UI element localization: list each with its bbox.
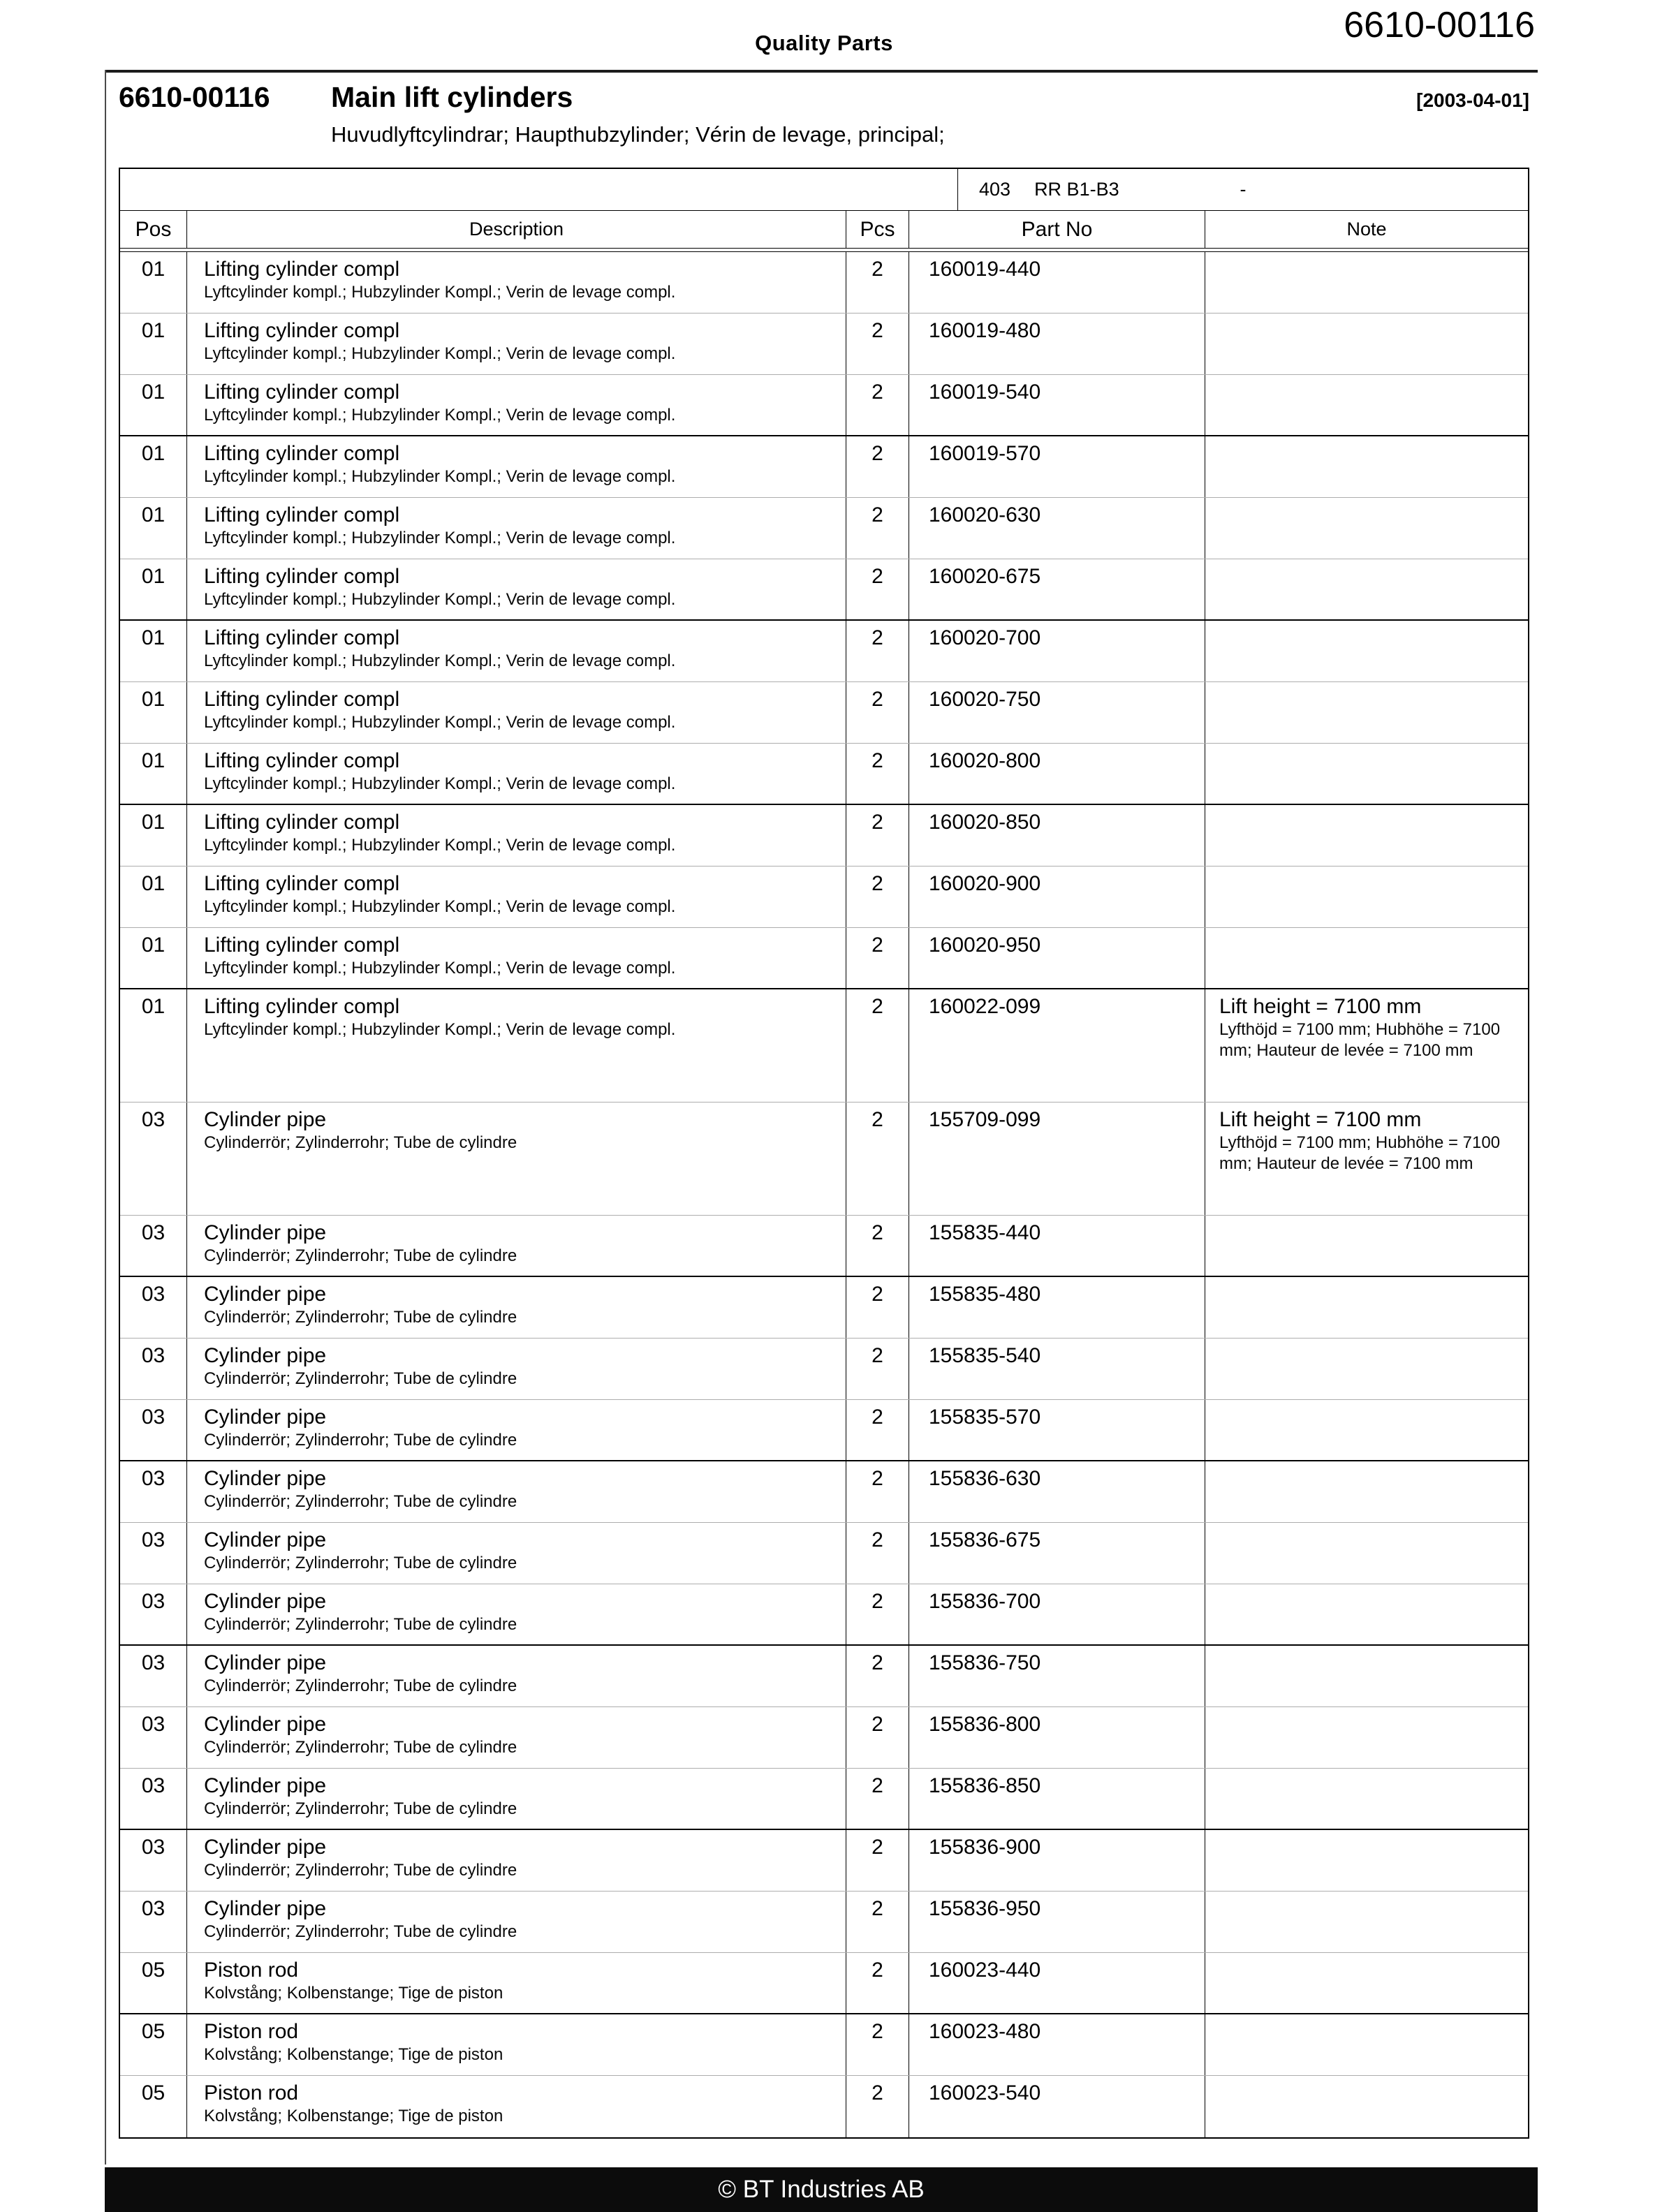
row-part-no: 160019-480 [909, 314, 1205, 374]
document-number: 6610-00116 [1344, 5, 1535, 45]
row-description [187, 1646, 846, 1706]
table-row [120, 2014, 1528, 2076]
row-pos: 01 [120, 252, 187, 313]
row-pcs: 2 [846, 375, 909, 435]
row-part-no: 160020-950 [909, 928, 1205, 988]
column-header-pcs: Pcs [846, 211, 909, 248]
note-main: Lift height = 7100 mm [1219, 1108, 1422, 1131]
row-pcs: 2 [846, 1461, 909, 1522]
row-note [1205, 1707, 1528, 1768]
row-pos: 05 [120, 2014, 187, 2075]
description-sub: Lyftcylinder kompl.; Hubzylinder Kompl.; Verin de levage compl. [204, 529, 676, 547]
table-row [120, 1216, 1528, 1277]
description-main: Cylinder pipe [204, 1713, 327, 1736]
description-sub: Cylinderrör; Zylinderrohr; Tube de cylindre [204, 1615, 517, 1634]
table-row [120, 1953, 1528, 2014]
row-description [187, 1103, 846, 1215]
row-part-no: 160023-440 [909, 1953, 1205, 2013]
description-main: Cylinder pipe [204, 1283, 327, 1306]
row-part-no: 160019-440 [909, 252, 1205, 313]
description-main: Cylinder pipe [204, 1406, 327, 1429]
section-number: 6610-00116 [119, 81, 270, 113]
row-description [187, 1892, 846, 1952]
table-row [120, 1769, 1528, 1830]
row-note [1205, 621, 1528, 681]
table-row [120, 1103, 1528, 1216]
row-pcs: 2 [846, 1400, 909, 1460]
description-sub: Lyftcylinder kompl.; Hubzylinder Kompl.; Verin de levage compl. [204, 467, 676, 486]
description-main: Lifting cylinder compl [204, 934, 400, 957]
row-pcs: 2 [846, 314, 909, 374]
row-note [1205, 252, 1528, 313]
row-pos: 03 [120, 1584, 187, 1644]
table-row [120, 314, 1528, 375]
row-pos: 03 [120, 1461, 187, 1522]
description-sub: Lyftcylinder kompl.; Hubzylinder Kompl.; Verin de levage compl. [204, 283, 676, 302]
description-main: Cylinder pipe [204, 1836, 327, 1859]
row-part-no: 160022-099 [909, 989, 1205, 1102]
row-part-no: 155836-900 [909, 1830, 1205, 1891]
note-sub: Lyfthöjd = 7100 mm; Hubhöhe = 7100 mm; Hauteur de levée = 7100 mm [1219, 1133, 1501, 1173]
table-row [120, 744, 1528, 805]
row-pcs: 2 [846, 1103, 909, 1215]
row-part-no: 155836-950 [909, 1892, 1205, 1952]
description-main: Cylinder pipe [204, 1344, 327, 1367]
row-pos: 03 [120, 1646, 187, 1706]
row-note [1205, 744, 1528, 804]
table-row [120, 989, 1528, 1103]
row-note [1205, 1646, 1528, 1706]
table-row [120, 1646, 1528, 1707]
model-header-row [120, 169, 1528, 211]
row-note [1205, 1584, 1528, 1644]
description-sub: Lyftcylinder kompl.; Hubzylinder Kompl.; Verin de levage compl. [204, 651, 676, 670]
row-pos: 01 [120, 375, 187, 435]
description-main: Lifting cylinder compl [204, 503, 400, 526]
page-title: Main lift cylinders [331, 81, 573, 113]
row-pos: 03 [120, 1892, 187, 1952]
row-pcs: 2 [846, 1277, 909, 1338]
footer-bar [105, 2167, 1538, 2212]
row-description [187, 1830, 846, 1891]
row-part-no: 160020-630 [909, 498, 1205, 559]
description-sub: Lyftcylinder kompl.; Hubzylinder Kompl.; Verin de levage compl. [204, 344, 676, 363]
table-row [120, 1892, 1528, 1953]
description-main: Lifting cylinder compl [204, 258, 400, 281]
row-part-no: 155836-750 [909, 1646, 1205, 1706]
description-sub: Lyftcylinder kompl.; Hubzylinder Kompl.; Verin de levage compl. [204, 959, 676, 978]
description-main: Cylinder pipe [204, 1467, 327, 1490]
description-sub: Cylinderrör; Zylinderrohr; Tube de cylindre [204, 1492, 517, 1511]
row-pos: 01 [120, 805, 187, 866]
row-part-no: 160023-480 [909, 2014, 1205, 2075]
description-main: Piston rod [204, 2081, 299, 2104]
row-description [187, 805, 846, 866]
row-pos: 01 [120, 498, 187, 559]
description-sub: Cylinderrör; Zylinderrohr; Tube de cylindre [204, 1133, 517, 1152]
row-note [1205, 682, 1528, 743]
row-description [187, 1584, 846, 1644]
row-pcs: 2 [846, 744, 909, 804]
description-main: Lifting cylinder compl [204, 688, 400, 711]
description-main: Lifting cylinder compl [204, 319, 400, 342]
row-part-no: 160019-540 [909, 375, 1205, 435]
row-pos: 03 [120, 1769, 187, 1829]
row-note [1205, 1953, 1528, 2013]
row-part-no: 160020-800 [909, 744, 1205, 804]
description-sub: Kolvstång; Kolbenstange; Tige de piston [204, 2107, 503, 2125]
row-pos: 01 [120, 867, 187, 927]
description-main: Cylinder pipe [204, 1590, 327, 1613]
row-description [187, 252, 846, 313]
footer-copyright: © BT Industries AB [718, 2176, 925, 2203]
row-note [1205, 867, 1528, 927]
row-description [187, 559, 846, 619]
table-row [120, 498, 1528, 559]
row-description [187, 1339, 846, 1399]
description-main: Piston rod [204, 2020, 299, 2043]
description-main: Lifting cylinder compl [204, 626, 400, 649]
row-pos: 01 [120, 744, 187, 804]
description-sub: Lyftcylinder kompl.; Hubzylinder Kompl.; Verin de levage compl. [204, 836, 676, 855]
row-part-no: 160020-750 [909, 682, 1205, 743]
row-pos: 01 [120, 682, 187, 743]
row-note [1205, 1461, 1528, 1522]
table-body [120, 252, 1528, 2137]
table-row [120, 805, 1528, 867]
column-header-description: Description [187, 211, 846, 248]
description-main: Lifting cylinder compl [204, 381, 400, 404]
table-row [120, 252, 1528, 314]
row-part-no: 155709-099 [909, 1103, 1205, 1215]
row-pcs: 2 [846, 1953, 909, 2013]
row-note [1205, 928, 1528, 988]
row-pos: 01 [120, 928, 187, 988]
description-main: Lifting cylinder compl [204, 872, 400, 895]
table-row [120, 1461, 1528, 1523]
row-part-no: 160020-675 [909, 559, 1205, 619]
row-note [1205, 1277, 1528, 1338]
description-main: Cylinder pipe [204, 1897, 327, 1920]
row-description [187, 1461, 846, 1522]
row-description [187, 436, 846, 497]
row-note [1205, 314, 1528, 374]
row-part-no: 160020-700 [909, 621, 1205, 681]
row-note [1205, 375, 1528, 435]
description-sub: Lyftcylinder kompl.; Hubzylinder Kompl.; Verin de levage compl. [204, 590, 676, 609]
row-pos: 03 [120, 1103, 187, 1215]
table-row [120, 1523, 1528, 1584]
row-pcs: 2 [846, 2014, 909, 2075]
model-variant: - [1240, 179, 1246, 200]
table-row [120, 559, 1528, 621]
row-pcs: 2 [846, 498, 909, 559]
row-note [1205, 1523, 1528, 1584]
row-note [1205, 2076, 1528, 2137]
row-pcs: 2 [846, 1646, 909, 1706]
row-pos: 05 [120, 1953, 187, 2013]
description-main: Cylinder pipe [204, 1651, 327, 1674]
row-description [187, 1707, 846, 1768]
row-description [187, 867, 846, 927]
description-main: Cylinder pipe [204, 1221, 327, 1244]
row-pcs: 2 [846, 1216, 909, 1276]
description-main: Cylinder pipe [204, 1774, 327, 1797]
row-pcs: 2 [846, 252, 909, 313]
row-part-no: 155836-630 [909, 1461, 1205, 1522]
row-description [187, 989, 846, 1102]
table-row [120, 928, 1528, 989]
row-description [187, 498, 846, 559]
table-row [120, 2076, 1528, 2137]
row-pcs: 2 [846, 867, 909, 927]
model-name: RR B1-B3 [1034, 179, 1119, 200]
table-row [120, 1339, 1528, 1400]
description-sub: Lyftcylinder kompl.; Hubzylinder Kompl.; Verin de levage compl. [204, 1020, 676, 1039]
row-pcs: 2 [846, 1892, 909, 1952]
model-header-cell [958, 169, 1528, 210]
row-description [187, 1769, 846, 1829]
row-part-no: 155835-480 [909, 1277, 1205, 1338]
row-pos: 01 [120, 989, 187, 1102]
description-main: Cylinder pipe [204, 1108, 327, 1131]
row-description [187, 682, 846, 743]
row-part-no: 160020-900 [909, 867, 1205, 927]
table-row [120, 867, 1528, 928]
row-pcs: 2 [846, 436, 909, 497]
description-sub: Cylinderrör; Zylinderrohr; Tube de cylindre [204, 1308, 517, 1327]
description-main: Lifting cylinder compl [204, 811, 400, 834]
row-pcs: 2 [846, 805, 909, 866]
description-main: Lifting cylinder compl [204, 995, 400, 1018]
row-note [1205, 1216, 1528, 1276]
row-pos: 01 [120, 621, 187, 681]
row-pcs: 2 [846, 559, 909, 619]
row-pos: 05 [120, 2076, 187, 2137]
row-pos: 03 [120, 1216, 187, 1276]
row-pos: 03 [120, 1830, 187, 1891]
table-row [120, 436, 1528, 498]
row-part-no: 155836-700 [909, 1584, 1205, 1644]
row-description [187, 1400, 846, 1460]
table-row [120, 375, 1528, 436]
description-sub: Cylinderrör; Zylinderrohr; Tube de cylindre [204, 1369, 517, 1388]
table-column-headers [120, 211, 1528, 249]
description-sub: Cylinderrör; Zylinderrohr; Tube de cylindre [204, 1861, 517, 1880]
row-note [1205, 805, 1528, 866]
row-pcs: 2 [846, 1339, 909, 1399]
row-note [1205, 2014, 1528, 2075]
table-row [120, 1400, 1528, 1461]
row-pos: 03 [120, 1523, 187, 1584]
description-sub: Kolvstång; Kolbenstange; Tige de piston [204, 1984, 503, 2003]
row-description [187, 2076, 846, 2137]
row-note [1205, 989, 1528, 1102]
row-note [1205, 1339, 1528, 1399]
row-description [187, 1216, 846, 1276]
row-note [1205, 436, 1528, 497]
row-description [187, 2014, 846, 2075]
row-pcs: 2 [846, 621, 909, 681]
note-main: Lift height = 7100 mm [1219, 995, 1422, 1018]
row-pos: 03 [120, 1277, 187, 1338]
note-sub: Lyfthöjd = 7100 mm; Hubhöhe = 7100 mm; Hauteur de levée = 7100 mm [1219, 1020, 1501, 1060]
description-sub: Cylinderrör; Zylinderrohr; Tube de cylindre [204, 1738, 517, 1757]
row-note [1205, 1830, 1528, 1891]
description-sub: Cylinderrör; Zylinderrohr; Tube de cylindre [204, 1922, 517, 1941]
parts-table [119, 168, 1529, 2139]
table-row [120, 1584, 1528, 1646]
row-part-no: 160023-540 [909, 2076, 1205, 2137]
row-description [187, 1523, 846, 1584]
row-part-no: 155836-675 [909, 1523, 1205, 1584]
title-block [119, 81, 1529, 147]
row-pcs: 2 [846, 2076, 909, 2137]
table-row [120, 1830, 1528, 1892]
column-header-part-no: Part No [909, 211, 1205, 248]
row-pcs: 2 [846, 1830, 909, 1891]
description-sub: Lyftcylinder kompl.; Hubzylinder Kompl.; Verin de levage compl. [204, 713, 676, 732]
row-description [187, 928, 846, 988]
row-note [1205, 498, 1528, 559]
description-sub: Lyftcylinder kompl.; Hubzylinder Kompl.; Verin de levage compl. [204, 897, 676, 916]
row-pcs: 2 [846, 1523, 909, 1584]
row-pcs: 2 [846, 928, 909, 988]
row-part-no: 155835-570 [909, 1400, 1205, 1460]
page-subtitle: Huvudlyftcylindrar; Haupthubzylinder; Vérin de levage, principal; [331, 122, 945, 147]
revision-date: [2003-04-01] [1416, 89, 1529, 111]
title-row [119, 81, 1529, 114]
row-description [187, 1277, 846, 1338]
description-main: Piston rod [204, 1959, 299, 1982]
row-description [187, 314, 846, 374]
row-pcs: 2 [846, 682, 909, 743]
row-pcs: 2 [846, 1584, 909, 1644]
row-part-no: 160019-570 [909, 436, 1205, 497]
description-main: Lifting cylinder compl [204, 749, 400, 772]
row-part-no: 155835-440 [909, 1216, 1205, 1276]
description-sub: Cylinderrör; Zylinderrohr; Tube de cylindre [204, 1431, 517, 1450]
row-description [187, 621, 846, 681]
row-pcs: 2 [846, 989, 909, 1102]
description-sub: Cylinderrör; Zylinderrohr; Tube de cylindre [204, 1676, 517, 1695]
row-note [1205, 1103, 1528, 1215]
description-sub: Lyftcylinder kompl.; Hubzylinder Kompl.; Verin de levage compl. [204, 406, 676, 425]
row-note [1205, 1892, 1528, 1952]
row-part-no: 155835-540 [909, 1339, 1205, 1399]
row-note [1205, 1769, 1528, 1829]
row-part-no: 155836-800 [909, 1707, 1205, 1768]
description-sub: Lyftcylinder kompl.; Hubzylinder Kompl.; Verin de levage compl. [204, 774, 676, 793]
row-pos: 01 [120, 314, 187, 374]
description-sub: Kolvstång; Kolbenstange; Tige de piston [204, 2045, 503, 2064]
table-row [120, 682, 1528, 744]
row-note [1205, 1400, 1528, 1460]
description-main: Cylinder pipe [204, 1528, 327, 1551]
description-sub: Cylinderrör; Zylinderrohr; Tube de cylindre [204, 1554, 517, 1572]
page-frame-left-line [105, 70, 106, 2165]
row-part-no: 155836-850 [909, 1769, 1205, 1829]
row-note [1205, 559, 1528, 619]
row-description [187, 1953, 846, 2013]
header-divider-line [105, 70, 1538, 73]
brand-title: Quality Parts [755, 31, 893, 55]
row-pcs: 2 [846, 1707, 909, 1768]
column-header-note: Note [1346, 219, 1387, 239]
column-header-pos: Pos [120, 211, 187, 248]
row-pcs: 2 [846, 1769, 909, 1829]
model-code: 403 [979, 179, 1011, 200]
table-row [120, 621, 1528, 682]
row-pos: 01 [120, 436, 187, 497]
model-header-empty-cell [120, 169, 958, 210]
table-row [120, 1277, 1528, 1339]
row-pos: 03 [120, 1400, 187, 1460]
description-main: Lifting cylinder compl [204, 565, 400, 588]
row-description [187, 744, 846, 804]
table-row [120, 1707, 1528, 1769]
row-description [187, 375, 846, 435]
description-sub: Cylinderrör; Zylinderrohr; Tube de cylindre [204, 1799, 517, 1818]
row-pos: 03 [120, 1339, 187, 1399]
row-pos: 01 [120, 559, 187, 619]
row-pos: 03 [120, 1707, 187, 1768]
description-sub: Cylinderrör; Zylinderrohr; Tube de cylindre [204, 1246, 517, 1265]
row-part-no: 160020-850 [909, 805, 1205, 866]
description-main: Lifting cylinder compl [204, 442, 400, 465]
